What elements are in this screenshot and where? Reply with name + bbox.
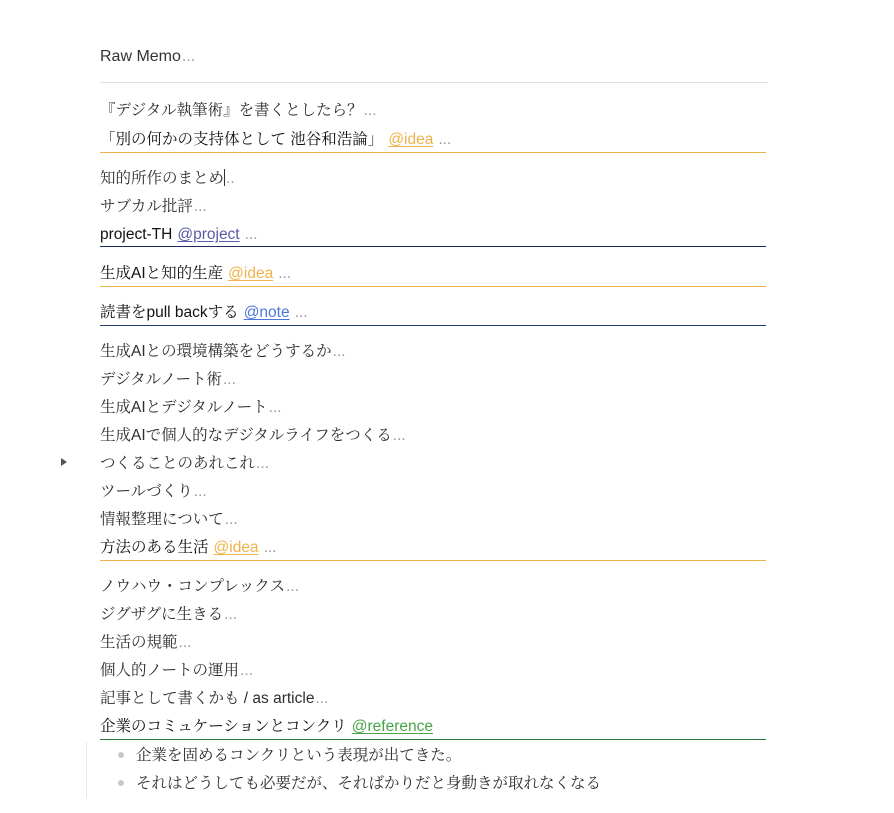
collapsed-ellipsis[interactable]: ... bbox=[256, 455, 269, 472]
reference-tag[interactable]: @reference bbox=[351, 718, 433, 735]
outline-item[interactable] bbox=[100, 686, 328, 712]
outline-item[interactable] bbox=[100, 451, 269, 477]
item-text: ジグザグに生きる bbox=[100, 606, 224, 623]
collapsed-ellipsis[interactable]: ... bbox=[294, 304, 308, 321]
page-title-text: Raw Memo bbox=[100, 48, 181, 65]
item-text: ツールづくり bbox=[100, 483, 193, 500]
outline-item[interactable] bbox=[100, 574, 299, 600]
collapsed-ellipsis[interactable]: ... bbox=[224, 606, 237, 623]
collapsed-ellipsis[interactable]: ... bbox=[193, 483, 207, 500]
outline-item[interactable] bbox=[100, 507, 238, 533]
collapsed-ellipsis[interactable]: ... bbox=[363, 102, 377, 119]
idea-divider bbox=[100, 286, 766, 287]
outline-item-tagged[interactable] bbox=[100, 300, 308, 326]
collapsed-ellipsis[interactable]: ... bbox=[223, 371, 236, 388]
outline-item[interactable] bbox=[100, 479, 207, 505]
page-title[interactable] bbox=[100, 44, 195, 70]
collapsed-ellipsis[interactable]: ... bbox=[278, 265, 292, 282]
item-text: 生成AIと知的生産 bbox=[100, 265, 224, 282]
item-text: 個人的ノートの運用 bbox=[100, 662, 240, 679]
item-text: 記事として書くかも / as article bbox=[100, 690, 315, 707]
item-text: 読書をpull backする bbox=[100, 304, 239, 321]
reference-divider bbox=[100, 739, 766, 740]
collapsed-ellipsis[interactable]: .. bbox=[226, 170, 235, 187]
collapsed-ellipsis[interactable]: ... bbox=[268, 399, 282, 416]
outline-item[interactable] bbox=[100, 395, 282, 421]
item-text: 生活の規範 bbox=[100, 634, 178, 651]
collapsed-ellipsis[interactable]: ... bbox=[315, 690, 329, 707]
child-text: 企業を固めるコンクリという表現が出てきた。 bbox=[136, 747, 462, 764]
item-text: project-TH bbox=[100, 226, 173, 243]
outline-item-tagged[interactable] bbox=[100, 261, 291, 287]
outline-item[interactable] bbox=[100, 194, 207, 220]
idea-divider bbox=[100, 152, 766, 153]
item-text: 「別の何かの支持体として 池谷和浩論」 bbox=[100, 131, 384, 148]
collapsed-ellipsis[interactable]: ... bbox=[193, 198, 207, 215]
collapsed-ellipsis[interactable]: ... bbox=[438, 131, 452, 148]
bullet-icon[interactable] bbox=[118, 752, 124, 758]
collapsed-ellipsis[interactable]: ... bbox=[178, 634, 192, 651]
item-text: サブカル批評 bbox=[100, 198, 193, 215]
note-divider bbox=[100, 325, 766, 326]
outline-item-tagged[interactable] bbox=[100, 535, 276, 561]
outline-item[interactable] bbox=[100, 367, 236, 393]
outline-item[interactable] bbox=[100, 658, 253, 684]
item-text: ノウハウ・コンプレックス bbox=[100, 578, 286, 595]
idea-tag[interactable]: @idea bbox=[228, 265, 274, 282]
item-text: 『デジタル執筆術』を書くとしたら？ bbox=[100, 102, 363, 119]
outline-item[interactable] bbox=[100, 166, 235, 192]
child-indent-guide bbox=[86, 742, 87, 798]
note-tag[interactable]: @note bbox=[243, 304, 290, 321]
item-text: つくることのあれこれ bbox=[100, 455, 256, 472]
outline-item[interactable] bbox=[100, 630, 191, 656]
collapsed-ellipsis[interactable]: ... bbox=[286, 578, 299, 595]
title-divider bbox=[100, 82, 768, 83]
child-list-item[interactable] bbox=[118, 743, 461, 769]
item-text: 情報整理について bbox=[100, 511, 224, 528]
outline-item[interactable] bbox=[100, 602, 237, 628]
idea-tag[interactable]: @idea bbox=[213, 539, 259, 556]
collapsed-ellipsis[interactable]: ... bbox=[240, 662, 253, 679]
item-text: 生成AIとデジタルノート bbox=[100, 399, 268, 416]
idea-divider bbox=[100, 560, 766, 561]
bullet-icon[interactable] bbox=[118, 780, 124, 786]
item-text: 企業のコミュケーションとコンクリ bbox=[100, 718, 347, 735]
project-tag[interactable]: @project bbox=[177, 226, 240, 243]
outline-item-tagged[interactable] bbox=[100, 714, 433, 740]
child-text: それはどうしても必要だが、そればかりだと身動きが取れなくなる bbox=[136, 775, 602, 792]
outline-item-tagged[interactable] bbox=[100, 222, 258, 248]
outline-item[interactable] bbox=[100, 423, 406, 449]
expand-toggle-icon[interactable] bbox=[61, 458, 67, 466]
text-caret bbox=[224, 169, 225, 186]
idea-tag[interactable]: @idea bbox=[388, 131, 434, 148]
item-text: 知的所作のまとめ bbox=[100, 170, 225, 187]
collapsed-ellipsis[interactable]: ... bbox=[392, 427, 406, 444]
item-text: 方法のある生活 bbox=[100, 539, 209, 556]
collapsed-ellipsis[interactable]: ... bbox=[181, 48, 196, 65]
item-text: 生成AIとの環境構築をどうするか bbox=[100, 343, 332, 360]
item-text: 生成AIで個人的なデジタルライフをつくる bbox=[100, 427, 392, 444]
collapsed-ellipsis[interactable]: ... bbox=[224, 511, 238, 528]
collapsed-ellipsis[interactable]: ... bbox=[263, 539, 277, 556]
collapsed-ellipsis[interactable]: ... bbox=[244, 226, 258, 243]
item-text: デジタルノート術 bbox=[100, 371, 222, 388]
outline-item-tagged[interactable] bbox=[100, 127, 451, 153]
outline-item[interactable] bbox=[100, 98, 377, 124]
child-list-item[interactable] bbox=[118, 771, 601, 797]
collapsed-ellipsis[interactable]: ... bbox=[332, 343, 346, 360]
outline-item[interactable] bbox=[100, 339, 346, 365]
project-divider bbox=[100, 246, 766, 247]
